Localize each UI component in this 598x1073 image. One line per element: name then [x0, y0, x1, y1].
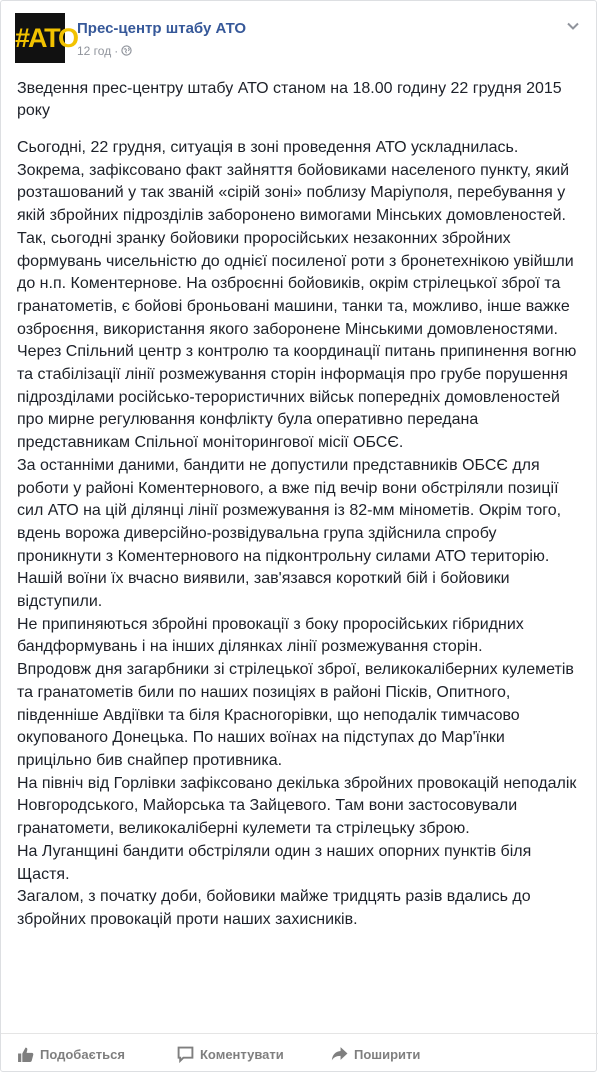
share-button[interactable] [331, 1044, 420, 1066]
thumbs-up-icon [17, 1046, 34, 1063]
post-paragraph: За останніми даними, бандити не допустили представників ОБСЄ для роботи у районі Коментернового, а вже під вечір вони обстріляли позиції сил АТО на цій ділянці лінії розмежування із 82-мм мінометів. Окрім того, вдень ворожа диверсійно-розвідувальна група здійснила спробу проникнути з Коментернового на підконтрольну силами АТО територію. Нашій воїни їх вчасно виявили, зав'язався короткий бій і бойовики відступили. [17, 456, 562, 611]
post-paragraph: Не припиняються збройні провокації з боку проросійських гібридних бандформувань і на інших ділянках лінії розмежування сторін. [17, 615, 524, 656]
post-paragraph: Сьогодні, 22 грудня, ситуація в зоні проведення АТО ускладнилась. Зокрема, зафіксовано факт зайняття бойовиками населеного пункту, який розташований у так званій «сірій зоні» поблизу Маріуполя, перебування у якій збройних підрозділів заборонено вимогами Мінських домовленостей. [17, 139, 570, 225]
chevron-down-icon[interactable] [566, 19, 580, 33]
comment-bubble-icon [177, 1046, 194, 1063]
like-label: Подобається [40, 1047, 125, 1062]
post-paragraph: Загалом, з початку доби, бойовики майже тридцять разів вдались до збройних провокацій проти наших захисників. [17, 888, 531, 928]
globe-icon[interactable] [121, 45, 132, 56]
share-arrow-icon [331, 1046, 348, 1063]
avatar[interactable]: #АТО [15, 13, 65, 63]
share-label: Поширити [354, 1047, 421, 1062]
like-button[interactable] [17, 1044, 125, 1066]
timestamp-link[interactable]: 12 год [77, 44, 112, 58]
post-title: Зведення прес-центру штабу АТО станом на 18.00 годину 22 грудня 2015 року [17, 80, 562, 119]
post-header [15, 13, 582, 63]
post-paragraph: На північ від Горлівки зафіксовано декілька збройних провокацій неподалік Новгородського, Майорська та Зайцевого. Там вони застосовували гранатомети, великокаліберні кулемети та стрілецьку зброю. [17, 774, 577, 838]
comment-button[interactable] [177, 1044, 284, 1066]
meta-separator: · [114, 44, 119, 58]
post-paragraph: Так, сьогодні зранку бойовики проросійських незаконних збройних формувань чисельністю до однієї посиленої роти з бронетехнікою увійшли до н.п. Коментернове. На озброєнні бойовиків, окрім стрілецької зброї та гранатометів, є бойові броньовані машини, танки та, можливо, інше важке озброєння, використання якого заборонене Мінськими домовленостями. [17, 229, 574, 338]
post-paragraph: На Луганщині бандити обстріляли один з наших опорних пунктів біля Щастя. [17, 842, 532, 883]
page-name-link[interactable]: Прес-центр штабу АТО [77, 20, 247, 37]
post-paragraph: Впродовж дня загарбники зі стрілецької зброї, великокаліберних кулеметів та гранатометів били по наших позиціях в районі Пісків, Опитного, південніше Авдіївки та біля Красногорівки, що неподалік тимчасово окупованого Донецька. По наших воїнах на підступах до Мар'їнки прицільно бив снайпер противника. [17, 661, 574, 769]
comment-label: Коментувати [200, 1047, 284, 1062]
post-meta [77, 44, 132, 58]
post-actions-bar [1, 1033, 598, 1073]
post-body [17, 137, 583, 932]
post-paragraph: Через Спільний центр з контролю та координації питань припинення вогню та стабілізації лінії розмежування сторін інформація про грубе порушення підрозділами російсько-терористичних військ попередніх домовленостей про мирне регулювання конфлікту була оперативно передана представникам Спільної моніторингової місії ОБСЄ. [17, 343, 577, 452]
